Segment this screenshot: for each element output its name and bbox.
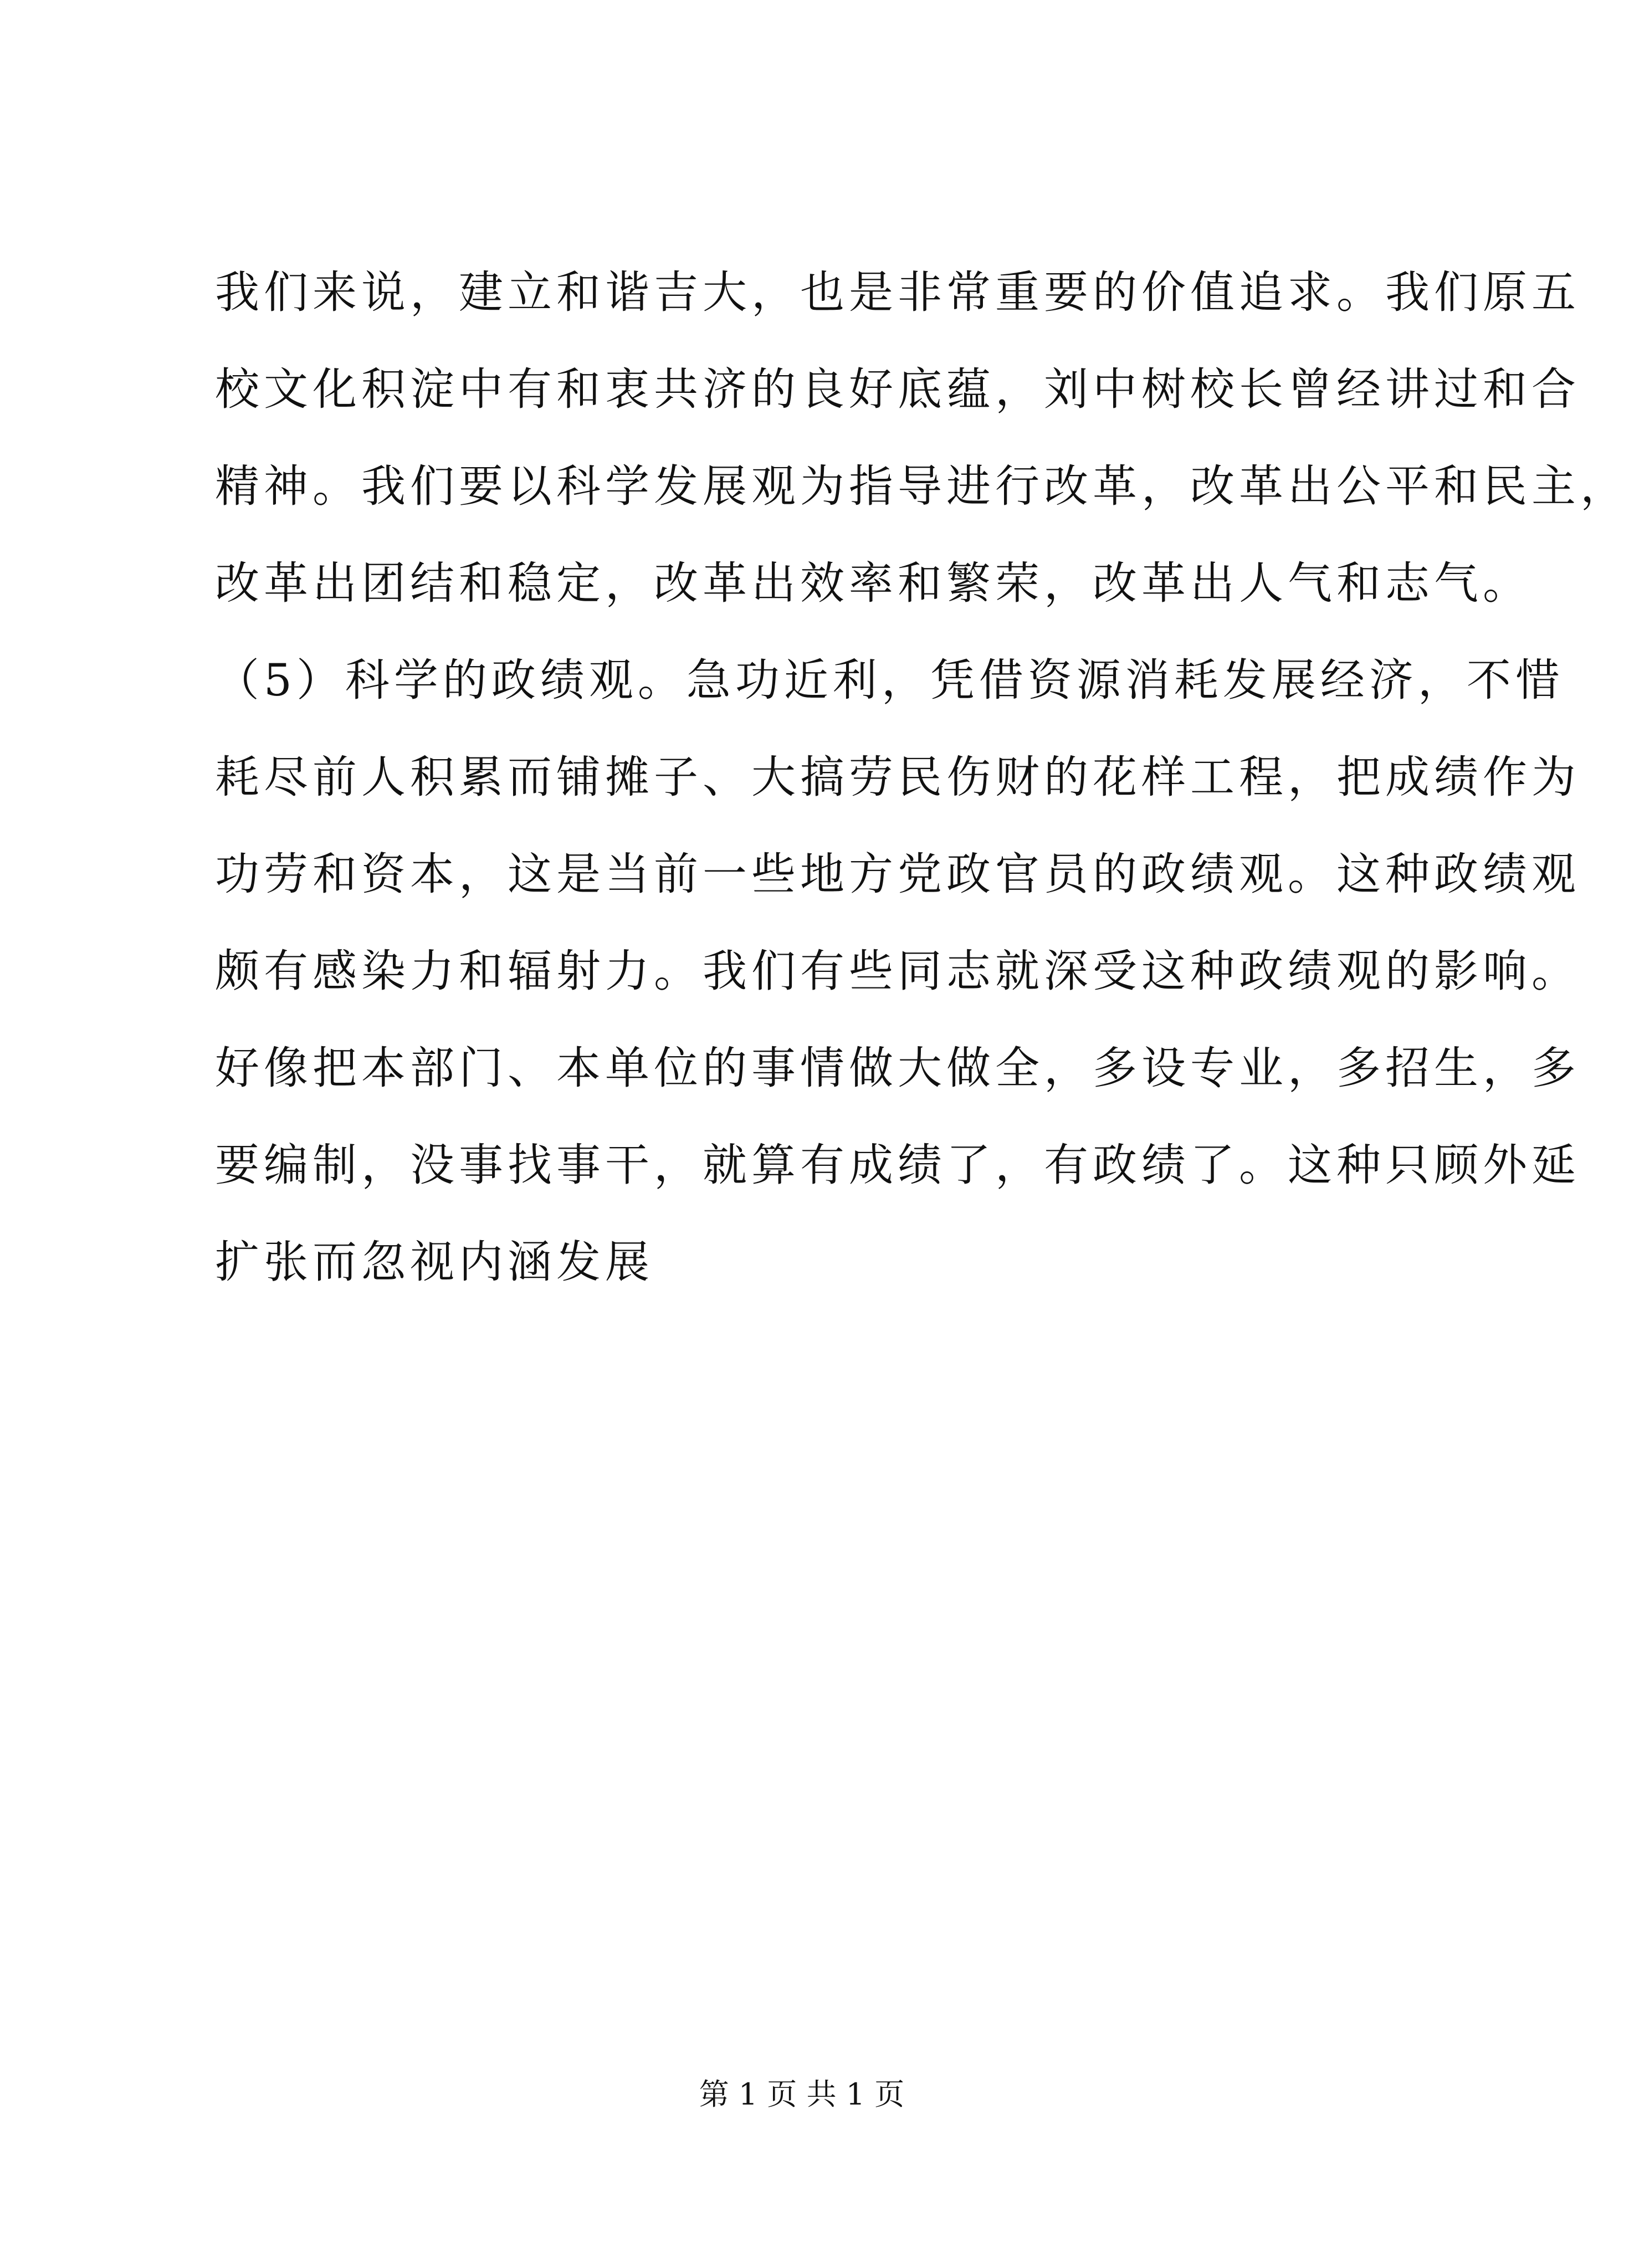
text-line: （5）科学的政绩观。急功近利，凭借资源消耗发展经济，不惜 [215,654,1564,706]
text-line: 颇有感染力和辐射力。我们有些同志就深受这种政绩观的影响。 [215,945,1580,997]
text-line: 功劳和资本，这是当前一些地方党政官员的政绩观。这种政绩观 [215,848,1580,900]
text-line: 改革出团结和稳定，改革出效率和繁荣，改革出人气和志气。 [215,557,1531,609]
text-line: 扩张而忽视内涵发展 [215,1236,654,1288]
text-line: 我们来说，建立和谐吉大，也是非常重要的价值追求。我们原五 [215,267,1580,318]
body-paragraph [215,244,1629,1310]
text-line: 精神。我们要以科学发展观为指导进行改革，改革出公平和民主， [215,460,1629,512]
text-line: 好像把本部门、本单位的事情做大做全，多设专业，多招生，多 [215,1042,1580,1094]
text-line: 耗尽前人积累而铺摊子、大搞劳民伤财的花样工程，把成绩作为 [215,751,1580,803]
text-line: 要编制，没事找事干，就算有成绩了，有政绩了。这种只顾外延 [215,1139,1580,1191]
page-number-label: 第 1 页 共 1 页 [699,2077,905,2112]
page-footer [0,2072,1604,2117]
text-line: 校文化积淀中有和衷共济的良好底蕴，刘中树校长曾经讲过和合 [215,364,1580,415]
